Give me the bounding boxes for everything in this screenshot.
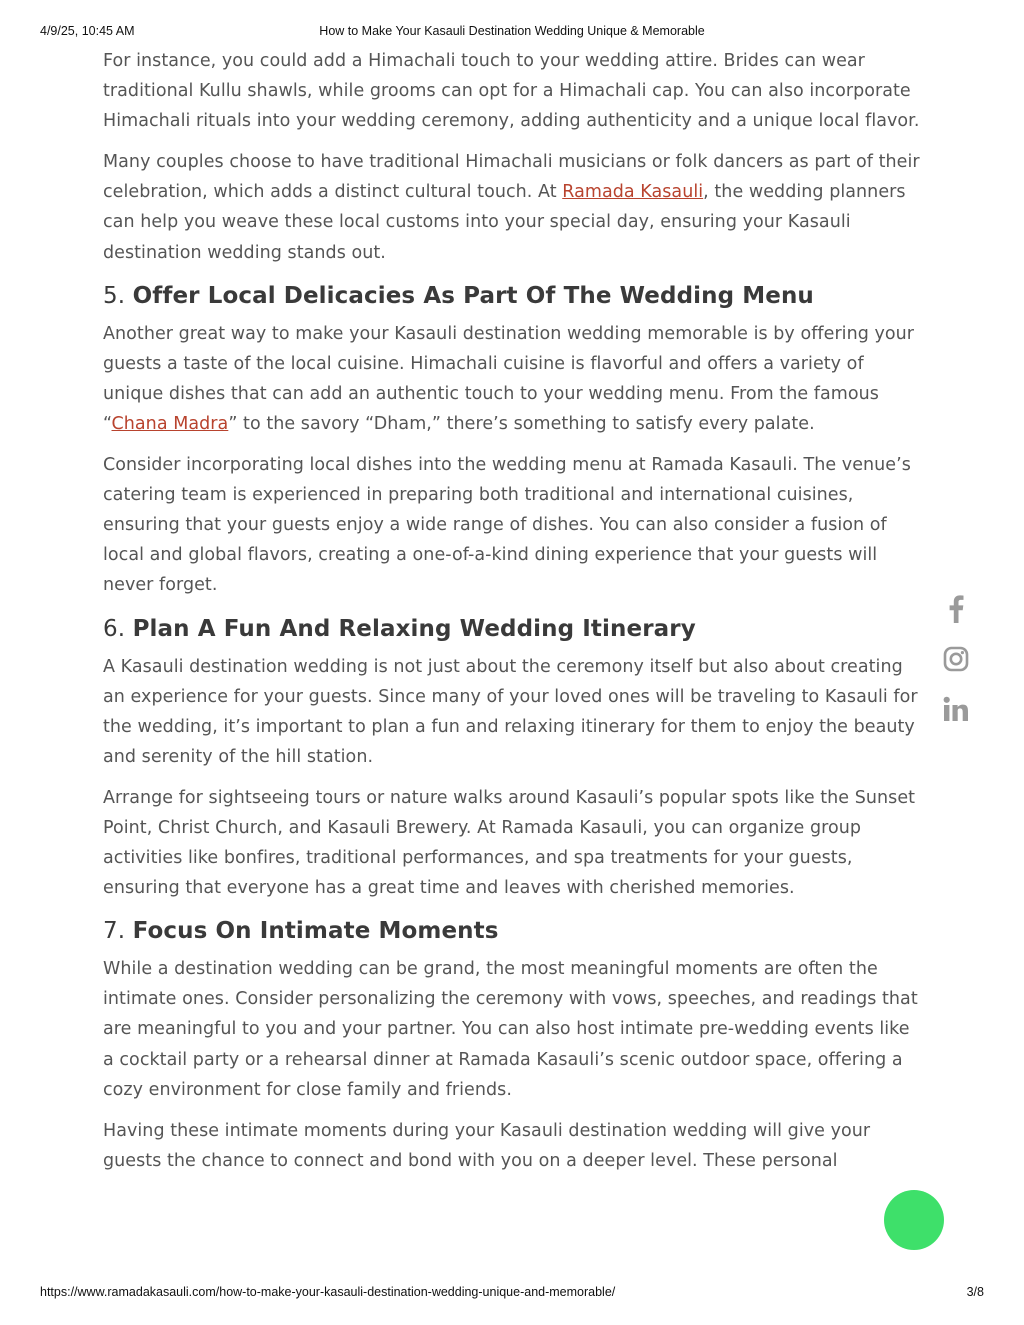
section-heading [103, 612, 925, 646]
print-url: https://www.ramadakasauli.com/how-to-make-your-kasauli-destination-wedding-unique-and-memorable/ [40, 1285, 616, 1299]
paragraph [103, 147, 925, 267]
section-title: Plan A Fun And Relaxing Wedding Itinerary [132, 615, 696, 642]
paragraph: A Kasauli destination wedding is not just about the ceremony itself but also about creating an experience for your guests. Since many of your loved ones will be traveling to Kasauli for the wedding, it’s important to plan a fun and relaxing itinerary for them to enjoy the beauty and serenity of the hill station. [103, 656, 918, 767]
section-number: 7. [103, 918, 126, 945]
paragraph-text: , the wedding planners can help you weave these local customs into your special day, ensuring your Kasauli destination wedding stands out. [103, 182, 906, 263]
print-header [40, 24, 984, 42]
page-number: 3/8 [966, 1285, 984, 1299]
chat-widget-button[interactable] [884, 1190, 944, 1250]
print-footer [40, 1285, 984, 1303]
linkedin-share-button[interactable] [941, 694, 971, 724]
facebook-share-button[interactable] [941, 594, 971, 624]
section-title: Offer Local Delicacies As Part Of The Wedding Menu [132, 282, 814, 309]
ramada-kasauli-link[interactable]: Ramada Kasauli [562, 182, 704, 203]
paragraph: Arrange for sightseeing tours or nature walks around Kasauli’s popular spots like the Sunset Point, Christ Church, and Kasauli Brewery. At Ramada Kasauli, you can organize group activities like bonfires, traditional performances, and spa treatments for your guests, ensuring that everyone has a great time and leaves with cherished memories. [103, 787, 916, 899]
article-body [103, 46, 925, 1187]
paragraph: Having these intimate moments during your Kasauli destination wedding will give your guests the chance to connect and bond with you on a deeper level. These personal [103, 1120, 871, 1171]
chana-madra-link[interactable]: Chana Madra [111, 413, 229, 434]
section-heading [103, 914, 925, 948]
section-heading [103, 279, 925, 313]
paragraph [103, 319, 925, 439]
paragraph: Consider incorporating local dishes into the wedding menu at Ramada Kasauli. The venue’s catering team is experienced in preparing both traditional and international cuisines, ensuring that your guests enjoy a wide range of dishes. You can also consider a fusion of local and global flavors, creating a one-of-a-kind dining experience that your guests will never forget. [103, 455, 911, 596]
linkedin-icon [943, 696, 969, 722]
paragraph-text: ” to the savory “Dham,” there’s something to satisfy every palate. [228, 413, 815, 434]
section-number: 5. [103, 282, 126, 309]
facebook-icon [948, 595, 964, 623]
section-number: 6. [103, 615, 126, 642]
instagram-icon [943, 646, 969, 672]
section-title: Focus On Intimate Moments [132, 918, 499, 945]
paragraph-text: Many couples choose to have traditional Himachali musicians or folk dancers as part of their celebration, which adds a distinct cultural touch. At [103, 152, 920, 203]
paragraph: For instance, you could add a Himachali touch to your wedding attire. Brides can wear traditional Kullu shawls, while grooms can opt for a Himachali cap. You can also incorporate Himachali rituals into your wedding ceremony, adding authenticity and a unique local flavor. [103, 51, 920, 132]
print-date: 4/9/25, 10:45 AM [40, 24, 135, 38]
instagram-share-button[interactable] [941, 644, 971, 674]
paragraph: While a destination wedding can be grand, the most meaningful moments are often the intimate ones. Consider personalizing the ceremony with vows, speeches, and readings that are meaningful to you and your partner. You can also host intimate pre-wedding events like a cocktail party or a rehearsal dinner at Ramada Kasauli’s scenic outdoor space, offering a cozy environment for close family and friends. [103, 959, 918, 1100]
print-page-title: How to Make Your Kasauli Destination Wedding Unique & Memorable [319, 24, 705, 38]
paragraph-text: Another great way to make your Kasauli destination wedding memorable is by offering your guests a taste of the local cuisine. Himachali cuisine is flavorful and offers a variety of unique dishes that can add an authentic touch to your wedding menu. From the famous “ [103, 323, 915, 434]
